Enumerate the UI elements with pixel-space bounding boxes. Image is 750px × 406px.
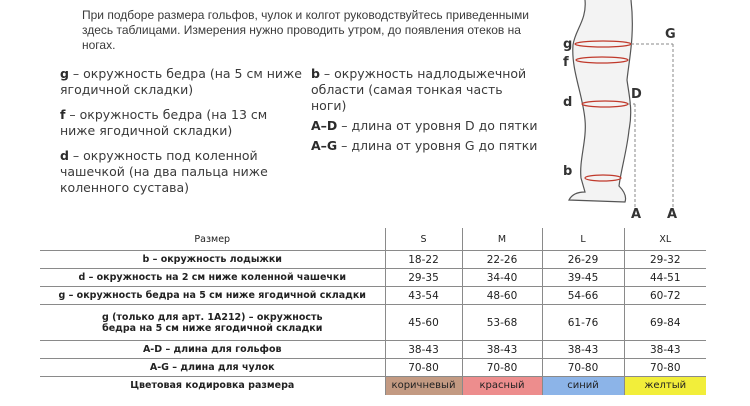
cell-value: 29-35 <box>385 269 462 287</box>
cell-value: 34-40 <box>462 269 542 287</box>
cell-value: 44-51 <box>624 269 706 287</box>
diagram-label-d: d <box>563 95 573 110</box>
row-label: b – окружность лодыжки <box>40 251 385 269</box>
cell-value: 54-66 <box>542 287 624 305</box>
definition-text: – длина от уровня G до пятки <box>337 138 538 153</box>
header-l: L <box>542 228 624 251</box>
table-row <box>40 305 706 341</box>
definition-a-g <box>311 138 539 154</box>
swatch-brown: коричневый <box>385 377 462 395</box>
row-label: d – окружность на 2 см ниже коленной чашечки <box>40 269 385 287</box>
row-label: A-D – длина для гольфов <box>40 341 385 359</box>
definitions-left <box>60 66 302 205</box>
table-row <box>40 287 706 305</box>
cell-value: 61-76 <box>542 305 624 341</box>
table-header-row <box>40 228 706 251</box>
diagram-label-g: g <box>563 37 573 52</box>
cell-value: 70-80 <box>624 359 706 377</box>
diagram-label-D: D <box>631 87 642 102</box>
swatch-red: красный <box>462 377 542 395</box>
header-s: S <box>385 228 462 251</box>
row-label: A-G – длина для чулок <box>40 359 385 377</box>
definition-key: b <box>311 66 320 81</box>
cell-value: 26-29 <box>542 251 624 269</box>
diagram-label-b: b <box>563 164 573 179</box>
diagram-label-f: f <box>563 55 569 70</box>
row-label: g (только для арт. 1А212) – окружность бедра на 5 см ниже ягодичной складки <box>40 305 385 341</box>
row-label: g – окружность бедра на 5 см ниже ягодичной складки <box>40 287 385 305</box>
diagram-label-A-left: A <box>631 207 642 222</box>
definition-key: g <box>60 66 69 81</box>
cell-value: 69-84 <box>624 305 706 341</box>
cell-value: 38-43 <box>385 341 462 359</box>
header-m: M <box>462 228 542 251</box>
intro-text: При подборе размера гольфов, чулок и колгот руководствуйтесь приведенными здесь таблицами. Измерения нужно проводить утром, до появления отеков на ногах. <box>82 8 529 52</box>
definitions-right <box>311 66 539 158</box>
cell-value: 38-43 <box>624 341 706 359</box>
cell-value: 70-80 <box>542 359 624 377</box>
cell-value: 48-60 <box>462 287 542 305</box>
definition-key: f <box>60 107 66 122</box>
cell-value: 53-68 <box>462 305 542 341</box>
definition-a-d <box>311 118 539 134</box>
definition-key: A–G <box>311 138 338 153</box>
cell-value: 43-54 <box>385 287 462 305</box>
cell-value: 70-80 <box>462 359 542 377</box>
color-code-row <box>40 377 706 395</box>
swatch-yellow: желтый <box>624 377 706 395</box>
table-row <box>40 359 706 377</box>
row-label: Цветовая кодировка размера <box>130 380 295 392</box>
cell-value: 29-32 <box>624 251 706 269</box>
definition-f <box>60 107 302 139</box>
size-table <box>40 228 706 395</box>
cell-value: 22-26 <box>462 251 542 269</box>
diagram-label-G: G <box>665 27 676 42</box>
header-size: Размер <box>40 228 385 251</box>
cell-value: 39-45 <box>542 269 624 287</box>
table-row <box>40 341 706 359</box>
cell-value: 18-22 <box>385 251 462 269</box>
table-row <box>40 269 706 287</box>
cell-value: 70-80 <box>385 359 462 377</box>
definition-text: – длина от уровня D до пятки <box>337 118 538 133</box>
cell-value: 38-43 <box>462 341 542 359</box>
definition-key: d <box>60 148 69 163</box>
definition-text: – окружность бедра (на 5 см ниже ягодичной складки) <box>60 66 302 97</box>
definition-d <box>60 148 302 196</box>
definition-text: – окружность надлодыжечной области (самая тонкая часть ноги) <box>311 66 527 113</box>
header-xl: XL <box>624 228 706 251</box>
cell-value: 38-43 <box>542 341 624 359</box>
table-row <box>40 251 706 269</box>
definition-text: – окружность бедра (на 13 см ниже ягодичной складки) <box>60 107 268 138</box>
swatch-blue: синий <box>542 377 624 395</box>
definition-text: – окружность под коленной чашечкой (на два пальца ниже коленного сустава) <box>60 148 268 195</box>
definition-b <box>311 66 539 114</box>
cell-value: 45-60 <box>385 305 462 341</box>
leg-diagram <box>545 0 750 228</box>
definition-g <box>60 66 302 98</box>
cell-value: 60-72 <box>624 287 706 305</box>
definition-key: A–D <box>311 118 338 133</box>
diagram-label-A-right: A <box>667 207 678 222</box>
